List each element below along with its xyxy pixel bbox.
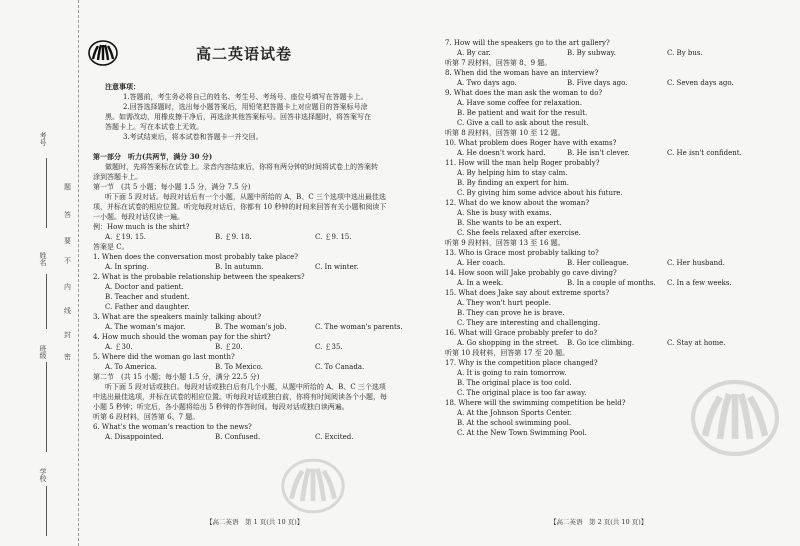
note-line: 答题卡上。写在本试卷上无效。 [105, 123, 203, 131]
option: A. Have some coffee for relaxation. [457, 99, 582, 107]
option: A. By car. [457, 49, 491, 57]
class-label: 班级 [39, 345, 47, 359]
options-row [445, 48, 785, 58]
seal-char: 要 [64, 237, 71, 245]
option: A. They won't hurt people. [457, 299, 552, 307]
option: B. To Mexico. [215, 363, 263, 371]
question: 18. Where will the swimming competition be held? [445, 399, 626, 407]
option: B. In a couple of months. [567, 279, 656, 287]
options-row [93, 342, 428, 352]
option: B. Go ice climbing. [567, 339, 635, 347]
options-row [445, 278, 785, 288]
option: C. She feels relaxed after exercise. [457, 229, 581, 237]
part1-heading: 第一部分 听力(共两节，满分 30 分) [93, 152, 213, 161]
option: C. ￡9. 15. [315, 233, 352, 241]
option: A. Her coach. [457, 259, 506, 267]
material-heading: 听第 10 段材料，回答第 17 至 20 题。 [445, 349, 570, 357]
option: C. The original place is too far away. [457, 389, 587, 397]
note-line: 1.答题前，考生务必将自己的姓名、考生号、考场号、座位号填写在答题卡上。 [123, 93, 368, 101]
question: 4. How much should the woman pay for the shirt? [93, 333, 271, 341]
option: A. Disappointed. [105, 433, 164, 441]
option: C. In winter. [315, 263, 359, 271]
publisher-logo-icon [88, 40, 118, 66]
seal-char: 密 [64, 353, 71, 361]
material-heading: 听第 8 段材料，回答第 10 至 12 题。 [445, 129, 565, 137]
option: B. By finding an expert for him. [457, 179, 570, 187]
option: A. ￡30. [105, 343, 133, 351]
page-footer-right: 【高二英语 第 2 页(共 10 页)】 [550, 518, 648, 526]
options-row [93, 432, 428, 442]
option: A. ￡19. 15. [105, 233, 146, 241]
option: B. The original place is too cold. [457, 379, 572, 387]
sec2-intro: 中选出最佳选项，并标在试卷的相应位置。听每段对话或独白前，你将有时间阅读各个小题，每 [93, 393, 387, 401]
material-heading: 听第 7 段材料，回答第 8、9 题。 [445, 59, 552, 67]
option: C. Father and daughter. [105, 303, 190, 311]
school-line [46, 486, 47, 536]
option: C. Excited. [315, 433, 354, 441]
sec2-intro: 听下面 5 段对话或独白。每段对话或独白后有几个小题，从题中所给的 A、B、C 三个选项 [105, 383, 386, 391]
sec2-heading: 第二节 (共 15 小题；每小题 1.5 分，满分 22.5 分) [93, 373, 260, 381]
exam-number-label: 考号 [39, 132, 47, 146]
option: B. By subway. [567, 49, 616, 57]
left-column [93, 82, 428, 442]
option: C. To Canada. [315, 363, 365, 371]
option: C. In a few weeks. [667, 279, 732, 287]
option: A. It is going to rain tomorrow. [457, 369, 567, 377]
option: B. Five days ago. [567, 79, 628, 87]
option: C. He isn't confident. [667, 149, 742, 157]
note-line: 3.考试结束后，将本试卷和答题卡一并交回。 [123, 133, 263, 141]
option: C. The woman's parents. [315, 323, 403, 331]
question: 1. When does the conversation most probably take place? [93, 253, 299, 261]
sec1-heading: 第一节 (共 5 小题；每小题 1.5 分，满分 7.5 分) [93, 183, 251, 191]
option: B. ￡20. [215, 343, 243, 351]
option: B. Be patient and wait for the result. [457, 109, 588, 117]
option: A. Doctor and patient. [105, 283, 184, 291]
options-row [93, 262, 428, 272]
exam-number-line [46, 158, 47, 228]
options-row [445, 148, 785, 158]
option: A. At the Johnson Sports Center. [457, 409, 572, 417]
seal-char: 答 [64, 211, 71, 219]
material-heading: 听第 6 段材料，回答第 6、7 题。 [93, 413, 200, 421]
option: B. At the school swimming pool. [457, 419, 572, 427]
option: A. In a week. [457, 279, 504, 287]
option: A. She is busy with exams. [457, 209, 552, 217]
question: 16. What will Grace probably prefer to do? [445, 329, 598, 337]
option: A. By helping him to stay calm. [457, 169, 568, 177]
part1-intro: 做题时，先将答案标在试卷上。录音内容结束后，你将有两分钟的时间将试卷上的答案转 [105, 163, 378, 171]
seal-char: 线 [64, 307, 71, 315]
binding-strip [0, 0, 79, 546]
option: B. ￡9. 18. [215, 233, 252, 241]
name-line [46, 274, 47, 329]
options-row [445, 338, 785, 348]
name-label: 姓名 [39, 252, 47, 266]
question: 13. Who is Grace most probably talking to? [445, 249, 599, 257]
option: A. He doesn't work hard. [457, 149, 546, 157]
sec1-intro: 一小题。每段对话仅读一遍。 [93, 213, 184, 221]
option: C. Give a call to ask about the result. [457, 119, 589, 127]
note-line: 黑。如需改动，用橡皮擦干净后，再选涂其他答案标号。回答非选择题时，将答案写在 [105, 113, 371, 121]
exam-title: 高二英语试卷 [196, 45, 293, 63]
options-row [445, 258, 785, 268]
option: B. Confused. [215, 433, 261, 441]
example-question: 例：How much is the shirt? [93, 223, 190, 231]
options-row [445, 78, 785, 88]
option: A. Go shopping in the street. [457, 339, 560, 347]
page-footer-left: 【高二英语 第 1 页(共 10 页)】 [206, 518, 304, 526]
options-row [93, 362, 428, 372]
option: B. They can prove he is brave. [457, 309, 565, 317]
material-heading: 听第 9 段材料，回答第 13 至 16 题。 [445, 239, 565, 247]
option: C. Seven days ago. [667, 79, 734, 87]
option: B. He isn't clever. [567, 149, 630, 157]
question: 14. How soon will Jake probably go cave diving? [445, 269, 617, 277]
option: C. By giving him some advice about his future. [457, 189, 623, 197]
question: 8. When did the woman have an interview? [445, 69, 599, 77]
option: A. In spring. [105, 263, 149, 271]
example-options [93, 232, 428, 242]
school-label: 学校 [39, 468, 47, 482]
option: C. Stay at home. [667, 339, 726, 347]
example-answer: 答案是 C。 [93, 243, 129, 251]
option: B. She wants to be an expert. [457, 219, 562, 227]
notes-heading: 注意事项： [105, 82, 140, 91]
question: 15. What does Jake say about extreme sports? [445, 289, 610, 297]
question: 3. What are the speakers mainly talking about? [93, 313, 262, 321]
option: B. Teacher and student. [105, 293, 190, 301]
seal-char: 题 [64, 183, 71, 191]
question: 9. What does the man ask the woman to do? [445, 89, 603, 97]
option: C. At the New Town Swimming Pool. [457, 429, 587, 437]
part1-intro: 涂到答题卡上。 [93, 173, 142, 181]
sec2-intro: 小题 5 秒钟；听完后，各小题将给出 5 秒钟的作答时间。每段对话或独白读两遍。 [93, 403, 349, 411]
option: C. ￡35. [315, 343, 343, 351]
option: C. They are interesting and challenging. [457, 319, 601, 327]
sec1-intro: 听下面 5 段对话。每段对话后有一个小题，从题中所给的 A、B、C 三个选项中选出最佳选 [105, 193, 386, 201]
seal-char: 不 [64, 257, 71, 265]
sec1-intro: 项，并标在试卷的相应位置。听完每段对话后，你都有 10 秒钟的时间来回答有关小题和阅读下 [93, 203, 387, 211]
question: 11. How will the man help Roger probably? [445, 159, 600, 167]
options-row [93, 322, 428, 332]
option: C. Her husband. [667, 259, 725, 267]
question: 12. What do we know about the woman? [445, 199, 590, 207]
question: 5. Where did the woman go last month? [93, 353, 235, 361]
class-line [46, 362, 47, 452]
seal-char: 封 [64, 331, 71, 339]
option: A. Two days ago. [457, 79, 517, 87]
question: 17. Why is the competition place changed? [445, 359, 598, 367]
note-line: 2.回答选择题时，选出每小题答案后，用铅笔把答题卡上对应题目的答案标号涂 [123, 103, 368, 111]
option: C. By bus. [667, 49, 703, 57]
question: 6. What's the woman's reaction to the news? [93, 423, 252, 431]
right-column [445, 38, 785, 438]
option: B. Her colleague. [567, 259, 629, 267]
question: 2. What is the probable relationship between the speakers? [93, 273, 305, 281]
seal-char: 内 [64, 283, 71, 291]
question: 10. What problem does Roger have with exams? [445, 139, 617, 147]
option: B. In autumn. [215, 263, 264, 271]
watermark-logo-icon [278, 458, 348, 514]
question: 7. How will the speakers go to the art gallery? [445, 39, 610, 47]
option: A. The woman's major. [105, 323, 186, 331]
option: B. The woman's job. [215, 323, 287, 331]
option: A. To America. [105, 363, 157, 371]
